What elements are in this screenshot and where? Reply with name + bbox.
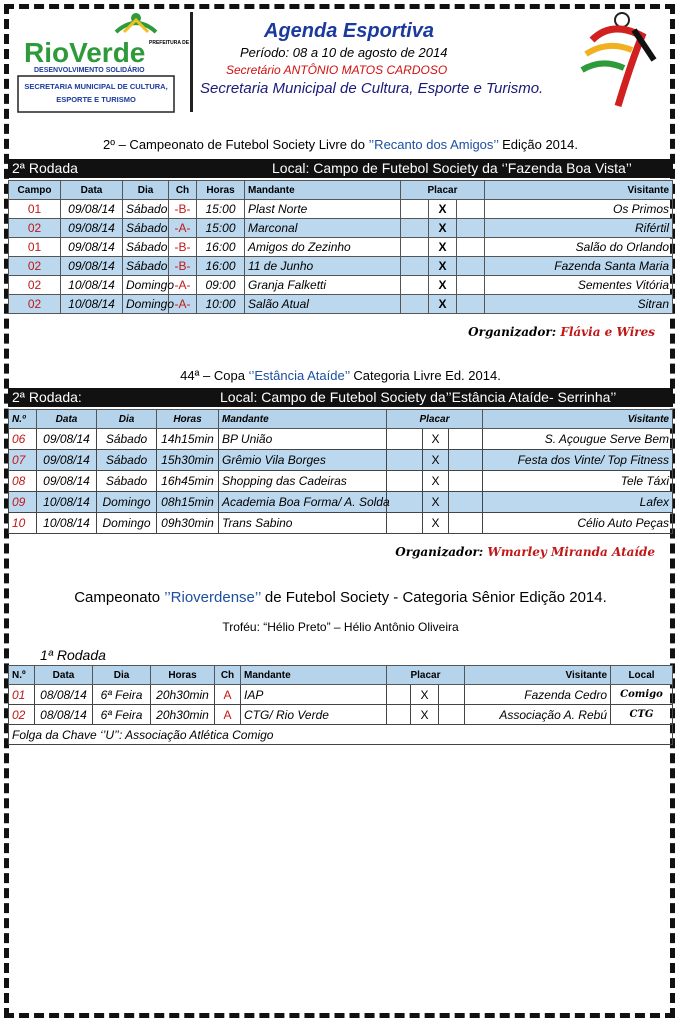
- col-header: Data: [61, 181, 123, 200]
- score-away-cell: [449, 492, 483, 513]
- date-cell: 10/08/14: [37, 513, 97, 534]
- campo-cell: 02: [9, 257, 61, 276]
- col-header: Placar: [401, 181, 485, 200]
- col-header: Mandante: [241, 666, 387, 685]
- col-header: Placar: [387, 666, 465, 685]
- game-number-cell: 07: [9, 450, 37, 471]
- date-cell: 09/08/14: [37, 471, 97, 492]
- day-cell: Domingo: [123, 276, 169, 295]
- table-row: [9, 471, 673, 492]
- table-row: [9, 685, 673, 705]
- secretary-text: Secretário ANTÔNIO MATOS CARDOSO: [226, 63, 448, 77]
- day-cell: Domingo: [123, 295, 169, 314]
- score-away-cell: [449, 429, 483, 450]
- score-home-cell: [401, 295, 429, 314]
- department-text: Secretaria Municipal de Cultura, Esporte e Turismo.: [200, 80, 544, 97]
- away-team-cell: Sitran: [485, 295, 673, 314]
- score-home-cell: [387, 513, 423, 534]
- score-home-cell: [401, 238, 429, 257]
- chave-cell: -B-: [169, 257, 197, 276]
- day-cell: Domingo: [97, 492, 157, 513]
- home-team-cell: Trans Sabino: [219, 513, 387, 534]
- date-cell: 09/08/14: [61, 219, 123, 238]
- away-team-cell: Célio Auto Peças: [483, 513, 673, 534]
- home-team-cell: BP União: [219, 429, 387, 450]
- table-row: [9, 295, 673, 314]
- home-team-cell: Academia Boa Forma/ A. Solda: [219, 492, 387, 513]
- section2-local: Local: Campo de Futebol Society da’’Estância Ataíde- Serrinha’’: [220, 389, 617, 405]
- day-cell: 6ª Feira: [93, 705, 151, 725]
- game-number-cell: 02: [9, 705, 35, 725]
- venue-cell: CTG: [611, 705, 673, 725]
- chave-cell: -B-: [169, 200, 197, 219]
- section3-title: Campeonato ’’Rioverdense’’ de Futebol Society - Categoria Sênior Edição 2014.: [74, 589, 607, 606]
- versus-cell: X: [429, 238, 457, 257]
- time-cell: 16h45min: [157, 471, 219, 492]
- away-team-cell: Fazenda Santa Maria: [485, 257, 673, 276]
- score-away-cell: [457, 200, 485, 219]
- score-home-cell: [387, 429, 423, 450]
- score-home-cell: [387, 450, 423, 471]
- section1-table: [8, 180, 673, 314]
- game-number-cell: 09: [9, 492, 37, 513]
- date-cell: 08/08/14: [35, 705, 93, 725]
- score-home-cell: [387, 705, 411, 725]
- col-header: Visitante: [483, 410, 673, 429]
- col-header: Campo: [9, 181, 61, 200]
- bye-note: Folga da Chave ‘’U’’: Associação Atlética Comigo: [9, 725, 673, 745]
- col-header: Visitante: [485, 181, 673, 200]
- versus-cell: X: [429, 200, 457, 219]
- time-cell: 16:00: [197, 257, 245, 276]
- away-team-cell: Tele Táxi: [483, 471, 673, 492]
- date-cell: 09/08/14: [37, 450, 97, 471]
- table-row: [9, 257, 673, 276]
- versus-cell: X: [411, 685, 439, 705]
- chave-cell: -B-: [169, 238, 197, 257]
- svg-text:SECRETARIA MUNICIPAL DE CULTUR: SECRETARIA MUNICIPAL DE CULTURA,: [24, 82, 168, 91]
- col-header: Horas: [197, 181, 245, 200]
- date-cell: 08/08/14: [35, 685, 93, 705]
- home-team-cell: Grêmio Vila Borges: [219, 450, 387, 471]
- page-title: Agenda Esportiva: [264, 20, 435, 42]
- away-team-cell: Sementes Vitória: [485, 276, 673, 295]
- col-header: Visitante: [465, 666, 611, 685]
- table-row: [9, 725, 673, 745]
- score-home-cell: [387, 471, 423, 492]
- chave-cell: -A-: [169, 276, 197, 295]
- section2-table: [8, 409, 673, 534]
- score-home-cell: [387, 492, 423, 513]
- home-team-cell: Salão Atual: [245, 295, 401, 314]
- col-header: Mandante: [245, 181, 401, 200]
- away-team-cell: Os Primos: [485, 200, 673, 219]
- col-header: Mandante: [219, 410, 387, 429]
- col-header: Ch: [215, 666, 241, 685]
- col-header: Dia: [97, 410, 157, 429]
- chave-cell: A: [215, 685, 241, 705]
- date-cell: 09/08/14: [61, 200, 123, 219]
- section1-local: Local: Campo de Futebol Society da ‘’Fazenda Boa Vista’’: [272, 160, 632, 176]
- table-row: [9, 429, 673, 450]
- logo-divider: [190, 12, 193, 112]
- home-team-cell: 11 de Junho: [245, 257, 401, 276]
- campo-cell: 01: [9, 238, 61, 257]
- time-cell: 20h30min: [151, 705, 215, 725]
- col-header: Placar: [387, 410, 483, 429]
- table-row: [9, 513, 673, 534]
- table-row: [9, 238, 673, 257]
- day-cell: Domingo: [97, 513, 157, 534]
- away-team-cell: Associação A. Rebú: [465, 705, 611, 725]
- table-row: [9, 219, 673, 238]
- svg-text:ESPORTE E TURISMO: ESPORTE E TURISMO: [56, 95, 136, 104]
- campo-cell: 02: [9, 295, 61, 314]
- section3-table: [8, 665, 673, 745]
- versus-cell: X: [423, 492, 449, 513]
- rio-verde-logo: [16, 10, 190, 114]
- away-team-cell: Lafex: [483, 492, 673, 513]
- col-header: Dia: [93, 666, 151, 685]
- campo-cell: 02: [9, 219, 61, 238]
- home-team-cell: Granja Falketti: [245, 276, 401, 295]
- home-team-cell: IAP: [241, 685, 387, 705]
- section3-trophy: Troféu: “Hélio Preto” – Hélio Antônio Oliveira: [222, 620, 459, 634]
- time-cell: 09:00: [197, 276, 245, 295]
- col-header: Horas: [151, 666, 215, 685]
- score-away-cell: [439, 685, 465, 705]
- venue-cell: Comigo: [611, 685, 673, 705]
- section2-title: 44ª – Copa ‘’Estância Ataíde’’ Categoria Livre Ed. 2014.: [180, 368, 501, 383]
- time-cell: 20h30min: [151, 685, 215, 705]
- away-team-cell: Fazenda Cedro: [465, 685, 611, 705]
- day-cell: Sábado: [123, 200, 169, 219]
- table-row: [9, 492, 673, 513]
- table-row: [9, 276, 673, 295]
- day-cell: Sábado: [97, 429, 157, 450]
- away-team-cell: Salão do Orlando: [485, 238, 673, 257]
- score-home-cell: [401, 276, 429, 295]
- period-text: Período: 08 a 10 de agosto de 2014: [240, 45, 448, 60]
- game-number-cell: 01: [9, 685, 35, 705]
- versus-cell: X: [429, 257, 457, 276]
- versus-cell: X: [423, 450, 449, 471]
- col-header: N.º: [9, 666, 35, 685]
- day-cell: Sábado: [123, 219, 169, 238]
- score-away-cell: [449, 450, 483, 471]
- date-cell: 09/08/14: [61, 257, 123, 276]
- col-header: Horas: [157, 410, 219, 429]
- game-number-cell: 10: [9, 513, 37, 534]
- time-cell: 16:00: [197, 238, 245, 257]
- versus-cell: X: [423, 429, 449, 450]
- score-away-cell: [449, 513, 483, 534]
- chave-cell: -A-: [169, 219, 197, 238]
- score-away-cell: [457, 295, 485, 314]
- versus-cell: X: [411, 705, 439, 725]
- header: [14, 8, 666, 120]
- svg-text:PREFEITURA DE: PREFEITURA DE: [149, 40, 190, 46]
- versus-cell: X: [429, 295, 457, 314]
- section2-rodada-bar: [8, 388, 673, 407]
- score-home-cell: [401, 219, 429, 238]
- col-header: Data: [37, 410, 97, 429]
- chave-cell: -A-: [169, 295, 197, 314]
- section2-organizer: Organizador: Wmarley Miranda Ataíde: [395, 545, 655, 559]
- table-row: [9, 705, 673, 725]
- versus-cell: X: [423, 513, 449, 534]
- home-team-cell: CTG/ Rio Verde: [241, 705, 387, 725]
- versus-cell: X: [423, 471, 449, 492]
- day-cell: Sábado: [123, 238, 169, 257]
- score-away-cell: [457, 257, 485, 276]
- section2-rodada: 2ª Rodada:: [12, 389, 82, 405]
- table-row: [9, 450, 673, 471]
- sports-figure-logo: [572, 10, 660, 110]
- game-number-cell: 08: [9, 471, 37, 492]
- col-header: N.º: [9, 410, 37, 429]
- score-away-cell: [449, 471, 483, 492]
- date-cell: 10/08/14: [61, 295, 123, 314]
- col-header: Local: [611, 666, 673, 685]
- away-team-cell: Festa dos Vinte/ Top Fitness: [483, 450, 673, 471]
- versus-cell: X: [429, 219, 457, 238]
- time-cell: 10:00: [197, 295, 245, 314]
- versus-cell: X: [429, 276, 457, 295]
- home-team-cell: Amigos do Zezinho: [245, 238, 401, 257]
- day-cell: 6ª Feira: [93, 685, 151, 705]
- date-cell: 09/08/14: [61, 238, 123, 257]
- time-cell: 08h15min: [157, 492, 219, 513]
- date-cell: 09/08/14: [37, 429, 97, 450]
- time-cell: 15:00: [197, 219, 245, 238]
- date-cell: 10/08/14: [37, 492, 97, 513]
- game-number-cell: 06: [9, 429, 37, 450]
- section1-title: 2º – Campeonato de Futebol Society Livre do ’’Recanto dos Amigos’’ Edição 2014.: [103, 137, 578, 152]
- score-away-cell: [457, 238, 485, 257]
- time-cell: 15h30min: [157, 450, 219, 471]
- away-team-cell: S. Açougue Serve Bem: [483, 429, 673, 450]
- section1-rodada-bar: [8, 159, 673, 178]
- campo-cell: 01: [9, 200, 61, 219]
- home-team-cell: Shopping das Cadeiras: [219, 471, 387, 492]
- score-away-cell: [457, 219, 485, 238]
- score-home-cell: [387, 685, 411, 705]
- home-team-cell: Plast Norte: [245, 200, 401, 219]
- svg-text:DESENVOLVIMENTO SOLIDÁRIO: DESENVOLVIMENTO SOLIDÁRIO: [34, 67, 145, 74]
- date-cell: 10/08/14: [61, 276, 123, 295]
- home-team-cell: Marconal: [245, 219, 401, 238]
- score-away-cell: [439, 705, 465, 725]
- day-cell: Sábado: [123, 257, 169, 276]
- time-cell: 09h30min: [157, 513, 219, 534]
- score-home-cell: [401, 257, 429, 276]
- section1-rodada: 2ª Rodada: [12, 160, 78, 176]
- campo-cell: 02: [9, 276, 61, 295]
- svg-text:RioVerde: RioVerde: [24, 37, 146, 68]
- section1-organizer: Organizador: Flávia e Wires: [468, 325, 655, 339]
- score-home-cell: [401, 200, 429, 219]
- col-header: Data: [35, 666, 93, 685]
- time-cell: 15:00: [197, 200, 245, 219]
- col-header: Dia: [123, 181, 169, 200]
- section3-rodada: 1ª Rodada: [40, 647, 106, 663]
- table-row: [9, 200, 673, 219]
- day-cell: Sábado: [97, 450, 157, 471]
- chave-cell: A: [215, 705, 241, 725]
- col-header: Ch: [169, 181, 197, 200]
- away-team-cell: Rifértil: [485, 219, 673, 238]
- score-away-cell: [457, 276, 485, 295]
- time-cell: 14h15min: [157, 429, 219, 450]
- day-cell: Sábado: [97, 471, 157, 492]
